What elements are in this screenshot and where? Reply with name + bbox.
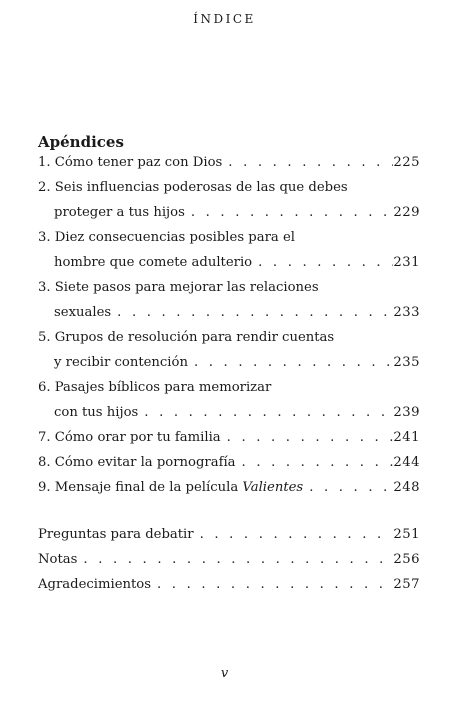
dot-leader	[222, 155, 393, 170]
toc-entry-title-continued: hombre que comete adulterio	[54, 255, 253, 270]
dot-leader	[303, 480, 393, 495]
toc-entry-title-continued: y recibir contención	[54, 355, 188, 370]
toc-entry-title: 6. Pasajes bíblicos para memorizar	[38, 380, 272, 395]
toc-entry-7[interactable]	[38, 430, 420, 450]
toc-entry-title-continued: sexuales	[54, 305, 112, 320]
toc-entry-1[interactable]	[38, 155, 420, 175]
toc-entry-2-line1[interactable]	[38, 180, 420, 200]
toc-entry-6-line1[interactable]	[38, 380, 420, 400]
toc-entry-preguntas[interactable]	[38, 527, 420, 547]
toc-entry-6-line2[interactable]	[38, 405, 420, 425]
dot-leader	[188, 355, 393, 370]
dot-leader	[111, 305, 393, 320]
dot-leader	[221, 430, 394, 445]
toc-entry-title: Agradecimientos	[38, 577, 152, 592]
page-folio: v	[220, 666, 229, 681]
dot-leader	[252, 255, 393, 270]
dot-leader	[77, 552, 393, 567]
section-title: Apéndices	[38, 133, 124, 151]
toc-page-number: 233	[393, 305, 420, 320]
toc-entry-5-line2[interactable]	[38, 355, 420, 375]
toc-page-number: 235	[393, 355, 420, 370]
toc-entry-3-line1[interactable]	[38, 230, 420, 250]
toc-entry-8[interactable]	[38, 455, 420, 475]
toc-entry-title: 5. Grupos de resolución para rendir cuentas	[38, 330, 335, 345]
dot-leader	[185, 205, 393, 220]
toc-page-number: 251	[393, 527, 420, 542]
toc-page-number: 256	[393, 552, 420, 567]
toc-entry-2-line2[interactable]	[38, 205, 420, 225]
toc-entry-4-line2[interactable]	[38, 305, 420, 325]
toc-entry-title-continued: proteger a tus hijos	[54, 205, 185, 220]
toc-entry-title: 3. Siete pasos para mejorar las relaciones	[38, 280, 319, 295]
film-title: Valientes	[242, 480, 304, 495]
toc-entry-title: Preguntas para debatir	[38, 527, 194, 542]
toc-entry-agradecimientos[interactable]	[38, 577, 420, 597]
toc-entry-title: 7. Cómo orar por tu familia	[38, 430, 221, 445]
toc-entry-3-line2[interactable]	[38, 255, 420, 275]
toc-entry-title: 1. Cómo tener paz con Dios	[38, 155, 223, 170]
toc-page-number: 225	[393, 155, 420, 170]
toc-entry-title: 9. Mensaje final de la película Valientes	[38, 480, 304, 495]
toc-entry-4-line1[interactable]	[38, 280, 420, 300]
toc-page-number: 229	[393, 205, 420, 220]
toc-entry-title: 2. Seis influencias poderosas de las que debes	[38, 180, 348, 195]
dot-leader	[236, 455, 394, 470]
toc-entry-9[interactable]	[38, 480, 420, 500]
toc-entry-title-continued: con tus hijos	[54, 405, 139, 420]
running-head: ÍNDICE	[193, 12, 256, 26]
toc-entry-title: Notas	[38, 552, 78, 567]
toc-page-number: 244	[393, 455, 420, 470]
toc-page-number: 257	[393, 577, 420, 592]
toc-entry-title: 8. Cómo evitar la pornografía	[38, 455, 236, 470]
toc-page-number: 248	[393, 480, 420, 495]
toc-entry-title: 3. Diez consecuencias posibles para el	[38, 230, 295, 245]
toc-entry-notas[interactable]	[38, 552, 420, 572]
dot-leader	[151, 577, 393, 592]
toc-page-number: 241	[393, 430, 420, 445]
toc-page-number: 231	[393, 255, 420, 270]
dot-leader	[138, 405, 393, 420]
dot-leader	[194, 527, 394, 542]
toc-page-number: 239	[393, 405, 420, 420]
toc-entry-5-line1[interactable]	[38, 330, 420, 350]
